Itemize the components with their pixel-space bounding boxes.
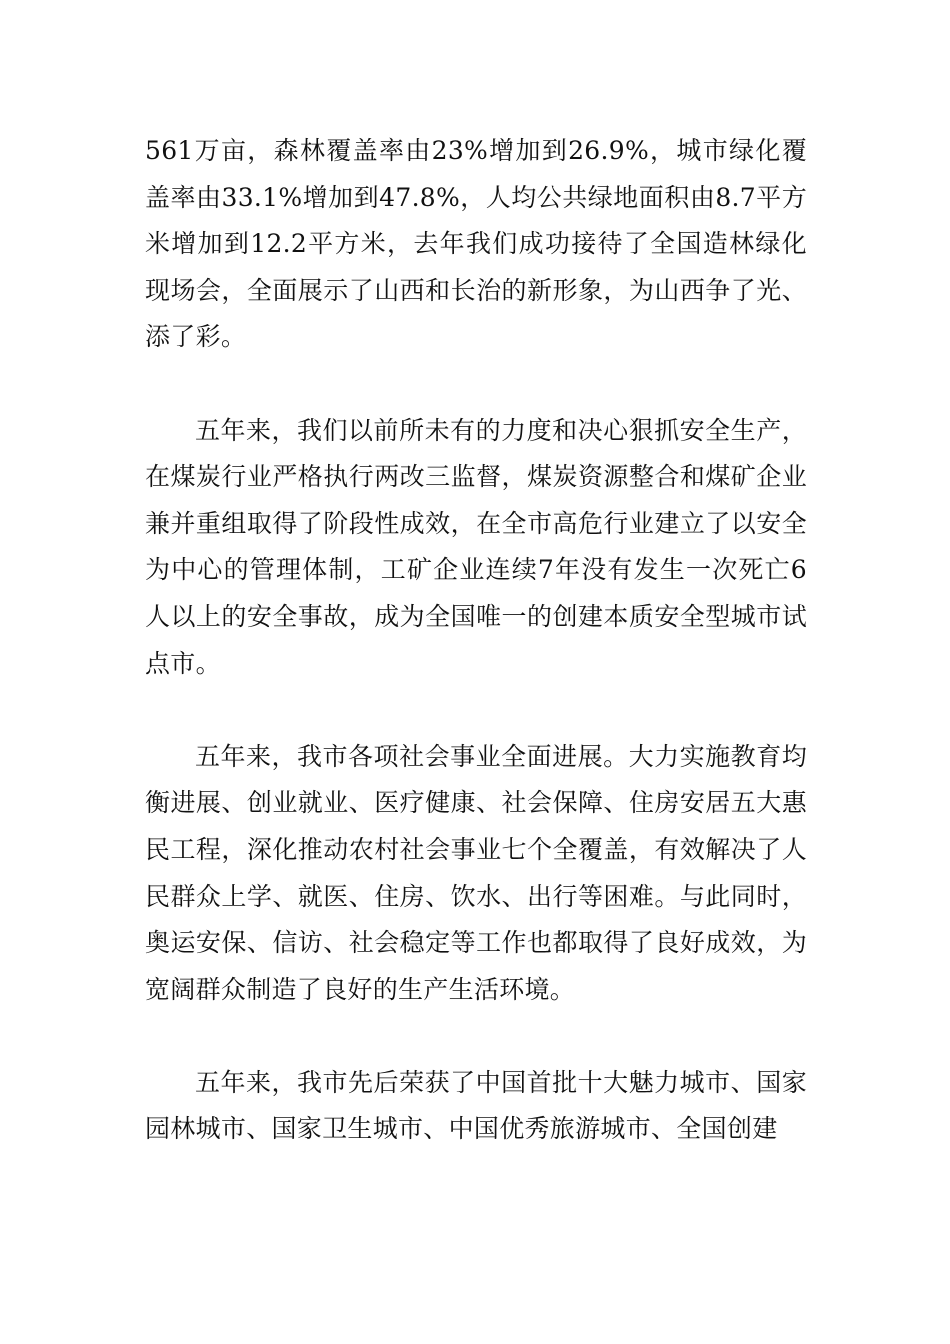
- paragraph-greening: 561万亩，森林覆盖率由23%增加到26.9%，城市绿化覆盖率由33.1%增加到47.8%，人均公共绿地面积由8.7平方米增加到12.2平方米，去年我们成功接待了全国造林绿化现场会，全面展示了山西和长治的新形象，为山西争了光、添了彩。: [145, 136, 807, 352]
- paragraph-honors: 五年来，我市先后荣获了中国首批十大魅力城市、国家园林城市、国家卫生城市、中国优秀旅游城市、全国创建: [145, 1067, 807, 1144]
- paragraph-social: 五年来，我市各项社会事业全面进展。大力实施教育均衡进展、创业就业、医疗健康、社会保障、住房安居五大惠民工程，深化推动农村社会事业七个全覆盖，有效解决了人民群众上学、就医、住房、饮水、出行等困难。与此同时，奥运安保、信访、社会稳定等工作也都取得了良好成效，为宽阔群众制造了良好的生产生活环境。: [145, 741, 807, 1004]
- document-body: [145, 128, 807, 1200]
- paragraph-safety: 五年来，我们以前所未有的力度和决心狠抓安全生产，在煤炭行业严格执行两改三监督，煤炭资源整合和煤矿企业兼并重组取得了阶段性成效，在全市高危行业建立了以安全为中心的管理体制，工矿企业连续7年没有发生一次死亡6人以上的安全事故，成为全国唯一的创建本质安全型城市试点市。: [145, 415, 807, 678]
